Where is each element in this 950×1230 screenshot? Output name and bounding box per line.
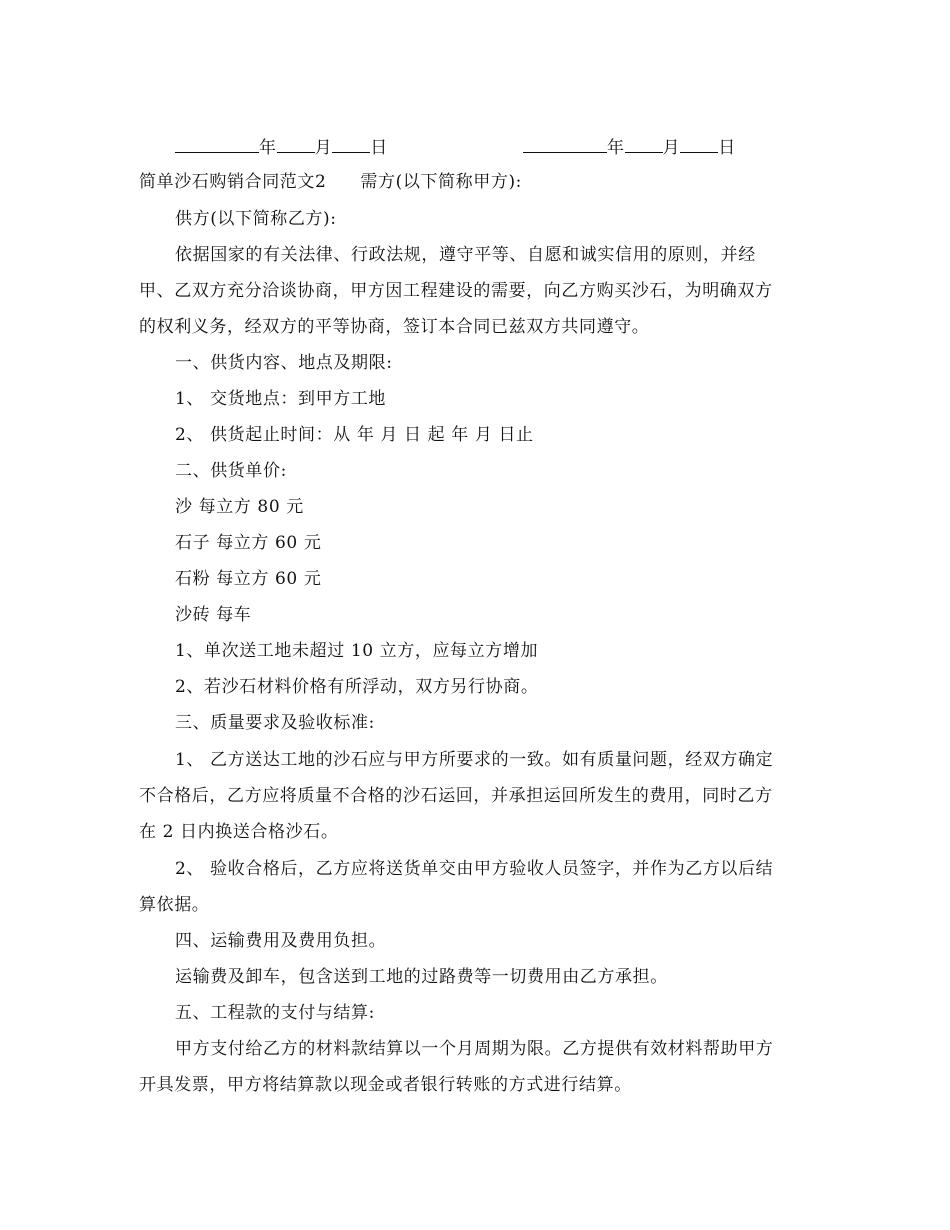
month-label: 月 (314, 138, 333, 158)
date-left (175, 133, 388, 158)
section-2-note-1: 1、单次送工地未超过 10 立方，应每立方增加 (175, 641, 539, 661)
day-label: 日 (718, 138, 736, 158)
section-5-heading: 五、工程款的支付与结算: (175, 1003, 375, 1023)
section-3-item-1-line-1: 1、 乙方送达工地的沙石应与甲方所要求的一致。如有质量问题，经双方确定 (175, 750, 774, 770)
section-2-heading: 二、供货单价: (175, 461, 287, 481)
section-3-item-2-line-1: 2、 验收合格后，乙方应将送货单交由甲方验收人员签字，并作为乙方以后结 (175, 859, 774, 879)
document-title: 简单沙石购销合同范文2 (139, 172, 327, 192)
preamble-line-1: 依据国家的有关法律、行政法规，遵守平等、自愿和诚实信用的原则，并经 (175, 245, 756, 265)
year-blank (175, 136, 259, 153)
section-1-heading: 一、供货内容、地点及期限: (175, 353, 393, 373)
year-blank (523, 136, 607, 153)
month-blank (277, 136, 315, 153)
day-label: 日 (370, 138, 388, 158)
section-3-heading: 三、质量要求及验收标准: (175, 713, 375, 733)
price-item: 沙砖 每车 (175, 605, 252, 625)
year-label: 年 (259, 138, 277, 158)
section-1-item-2: 2、 供货起止时间：从 年 月 日 起 年 月 日止 (175, 425, 534, 445)
section-4-body: 运输费及卸车，包含送到工地的过路费等一切费用由乙方承担。 (175, 967, 668, 987)
section-3-item-1-line-2: 不合格后，乙方应将质量不合格的沙石运回，并承担运回所发生的费用，同时乙方 (139, 786, 773, 806)
party-a-label: 需方(以下简称甲方): (360, 172, 523, 192)
section-1-item-1: 1、 交货地点：到甲方工地 (175, 389, 387, 409)
year-label: 年 (607, 138, 625, 158)
party-b-label: 供方(以下简称乙方): (175, 209, 337, 229)
price-item: 石粉 每立方 60 元 (175, 569, 322, 589)
month-blank (625, 136, 663, 153)
month-label: 月 (662, 138, 681, 158)
price-item: 石子 每立方 60 元 (175, 533, 322, 553)
price-item: 沙 每立方 80 元 (175, 497, 304, 517)
section-2-note-2: 2、若沙石材料价格有所浮动，双方另行协商。 (175, 677, 539, 697)
title-line (139, 171, 819, 193)
section-5-body-line-1: 甲方支付给乙方的材料款结算以一个月周期为限。乙方提供有效材料帮助甲方 (175, 1039, 774, 1059)
section-3-item-2-line-2: 算依据。 (139, 895, 210, 915)
preamble-line-2: 甲、乙双方充分洽谈协商，甲方因工程建设的需要，向乙方购买沙石，为明确双方 (139, 281, 773, 301)
section-3-item-1-line-3: 在 2 日内换送合格沙石。 (139, 822, 339, 842)
section-4-heading: 四、运输费用及费用负担。 (175, 931, 387, 951)
date-right (523, 133, 736, 158)
day-blank (680, 136, 718, 153)
preamble-line-3: 的权利义务，经双方的平等协商，签订本合同已兹双方共同遵守。 (139, 317, 650, 337)
day-blank (332, 136, 370, 153)
date-line (175, 133, 875, 158)
section-5-body-line-2: 开具发票，甲方将结算款以现金或者银行转账的方式进行结算。 (139, 1075, 632, 1095)
